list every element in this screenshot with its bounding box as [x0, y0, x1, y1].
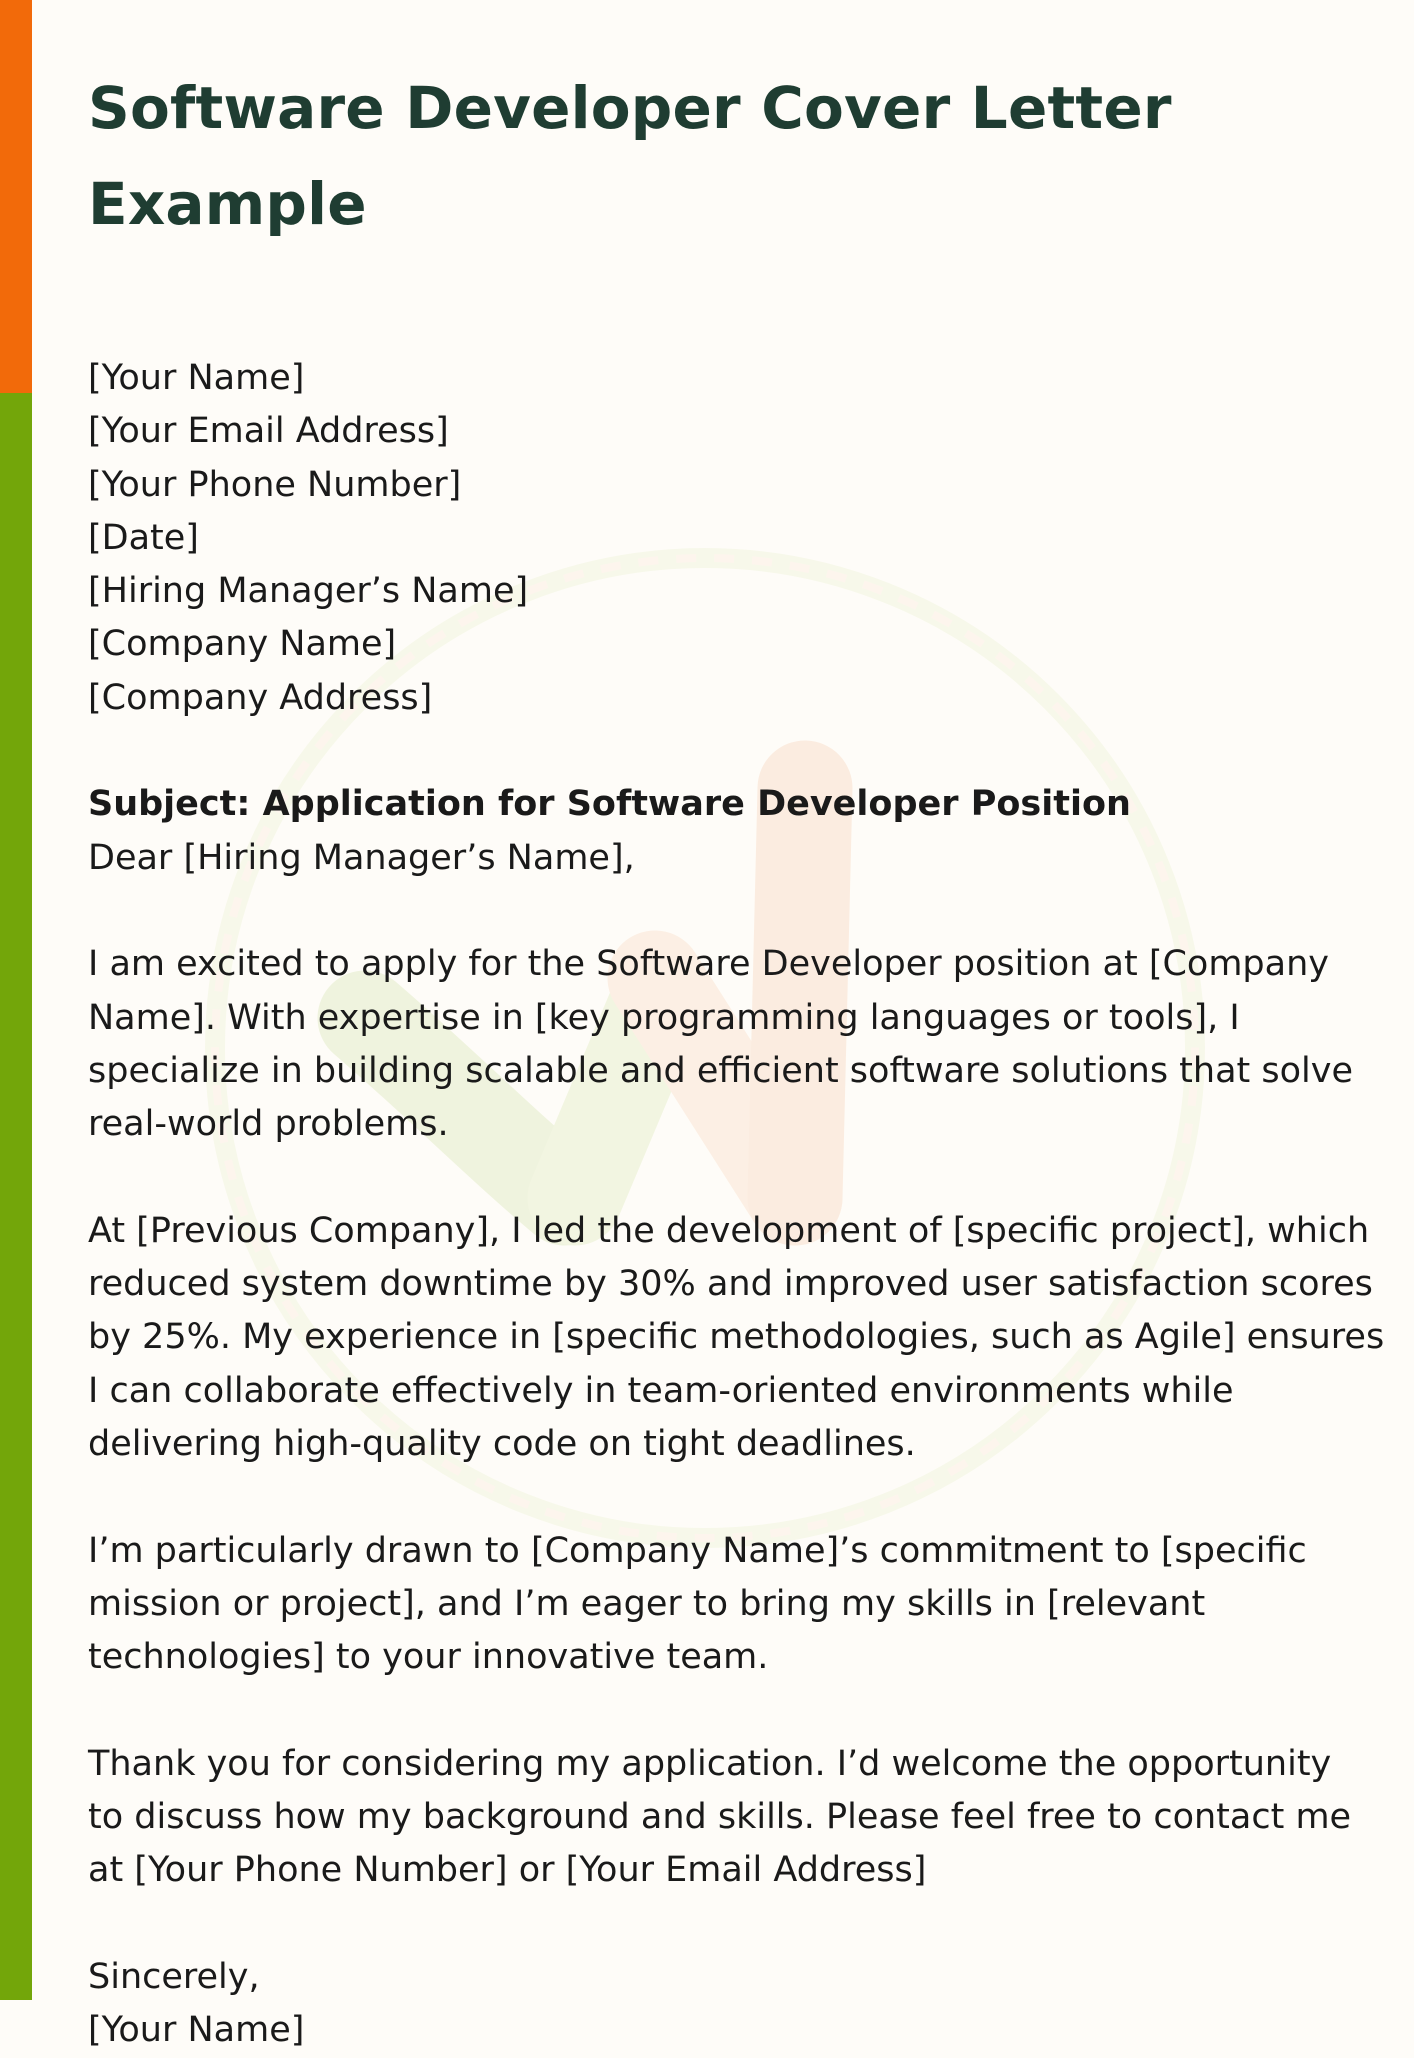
- sender-phone: [Your Phone Number]: [88, 464, 462, 505]
- paragraph-line: by 25%. My experience in [specific methodologies, such as Agile] ensures: [88, 1317, 1385, 1358]
- signature-block: [88, 1951, 1358, 2058]
- sender-block: [88, 352, 1358, 725]
- paragraph-company-interest: [88, 1525, 1358, 1685]
- paragraph-line: specialize in building scalable and efficient software solutions that solve: [88, 1050, 1354, 1091]
- recipient-company: [Company Name]: [88, 624, 397, 665]
- sender-name: [Your Name]: [88, 358, 305, 398]
- subject-and-salutation: [88, 778, 1358, 885]
- letter-body: [88, 352, 1385, 2058]
- paragraph-gap: [88, 1151, 1358, 1204]
- paragraph-gap: [88, 1684, 1358, 1737]
- recipient-address: [Company Address]: [88, 677, 433, 718]
- paragraph-line: at [Your Phone Number] or [Your Email Address]: [88, 1850, 927, 1891]
- signature-name: [Your Name]: [88, 2010, 305, 2051]
- cover-letter-document: [88, 60, 1385, 2058]
- salutation: Dear [Hiring Manager’s Name],: [88, 837, 635, 878]
- paragraph-gap: [88, 1898, 1358, 1951]
- paragraph-line: delivering high-quality code on tight deadlines.: [88, 1423, 916, 1464]
- paragraph-experience: [88, 1205, 1385, 1471]
- paragraph-line: technologies] to your innovative team.: [88, 1637, 769, 1678]
- paragraph-line: At [Previous Company], I led the development of [specific project], which: [88, 1210, 1370, 1251]
- document-title: Software Developer Cover Letter Example: [88, 74, 1172, 238]
- recipient-name: [Hiring Manager’s Name]: [88, 571, 529, 612]
- paragraph-line: reduced system downtime by 30% and improved user satisfaction scores: [88, 1264, 1373, 1305]
- paragraph-gap: [88, 725, 1358, 778]
- orange-accent-bar: [0, 0, 32, 393]
- sender-email: [Your Email Address]: [88, 411, 449, 452]
- paragraph-line: Name]. With expertise in [key programming languages or tools], I: [88, 997, 1240, 1038]
- sign-off: Sincerely,: [88, 1956, 260, 1997]
- paragraph-line: real-world problems.: [88, 1104, 449, 1145]
- paragraph-line: mission or project], and I’m eager to bring my skills in [relevant: [88, 1583, 1206, 1624]
- paragraph-line: Thank you for considering my application. I’d welcome the opportunity: [88, 1743, 1332, 1784]
- subject-line: Subject: Application for Software Developer Position: [88, 784, 1131, 825]
- paragraph-gap: [88, 885, 1358, 938]
- paragraph-gap: [88, 1471, 1358, 1524]
- letter-date: [Date]: [88, 517, 199, 558]
- paragraph-line: to discuss how my background and skills. Please feel free to contact me: [88, 1797, 1352, 1838]
- green-accent-bar: [0, 393, 32, 2000]
- paragraph-line: I am excited to apply for the Software Developer position at [Company: [88, 944, 1329, 985]
- paragraph-line: I can collaborate effectively in team-oriented environments while: [88, 1370, 1234, 1411]
- paragraph-intro: [88, 938, 1358, 1151]
- paragraph-line: I’m particularly drawn to [Company Name]’s commitment to [specific: [88, 1530, 1307, 1571]
- paragraph-closing: [88, 1738, 1358, 1898]
